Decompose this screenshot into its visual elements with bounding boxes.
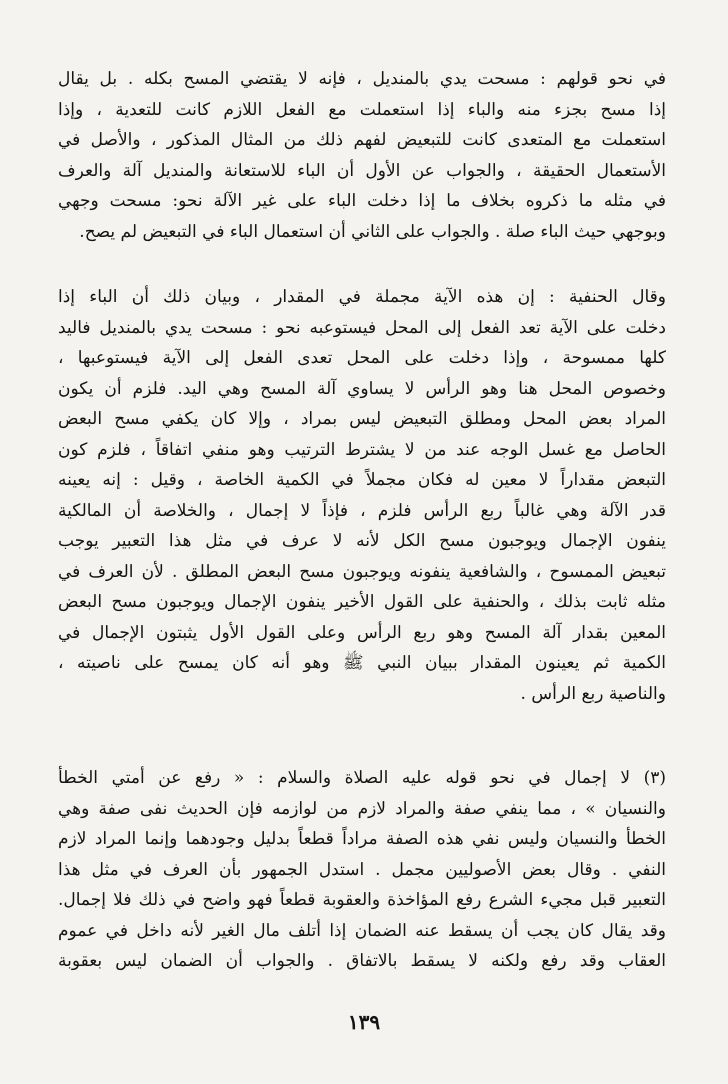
- paragraph-line: الكمية ثم يعينون المقدار ببيان النبي ﷺ وهو أنه كان يمسح على ناصيته ،: [58, 653, 666, 673]
- paragraph-line: وقال الحنفية : إن هذه الآية مجملة في المقدار ، وبيان ذلك أن الباء إذا: [58, 287, 666, 307]
- paragraph-line: والنسيان » ، مما ينفي صفة والمراد لازم من لوازمه فإن الحديث نفى صفة وهي: [58, 798, 666, 819]
- paragraph-line: والناصية ربع الرأس .: [520, 683, 666, 704]
- paragraph-line: التعبير قبل مجيء الشرع رفع المؤاخذة والعقوبة قطعاً فهو واضح في ذلك فلا إجمال.: [58, 890, 666, 910]
- paragraph-line: استعملت مع المتعدى كانت للتبعيض لفهم ذلك من المثال المذكور ، والأصل في: [58, 130, 666, 150]
- paragraph-line: (٣) لا إجمال في نحو قوله عليه الصلاة والسلام : « رفع عن أمتي الخطأ: [58, 768, 666, 788]
- paragraph-line: وقد يقال كان يجب أن يسقط عنه الضمان إذا أتلف مال الغير لأنه داخل في عموم: [58, 920, 666, 941]
- paragraph-3: [58, 763, 666, 977]
- paragraph-line: إذا مسح بجزء منه والباء إذا استعملت مع الفعل اللازم كانت للتعدية ، وإذا: [58, 99, 666, 120]
- paragraph-2: [58, 282, 666, 709]
- paragraph-line: المراد بعض المحل ومطلق التبعيض ليس بمراد ، وإلا كان يكفي مسح البعض: [58, 409, 666, 429]
- paragraph-line: مثله ثابت بذلك ، والحنفية على القول الأخير ينفون الإجمال ويوجبون مسح البعض: [58, 592, 666, 612]
- paragraph-line: ينفون الإجمال ويوجبون مسح الكل لأنه لا عرف في مثل هذا التعبير يوجب: [58, 531, 666, 551]
- paragraph-line: الحاصل مع غسل الوجه عند من لا يشترط الترتيب وهو منفي اتفاقاً ، فلزم كون: [58, 439, 666, 460]
- page-number: ١٣٩: [347, 1010, 381, 1034]
- paragraph-line: في مثله ما ذكروه بخلاف ما إذا دخلت الباء على غير الآلة نحو: مسحت وجهي: [58, 191, 666, 211]
- paragraph-line: كلها ممسوحة ، وإذا دخلت على المحل تعدى الفعل إلى الآية فيستوعبها ،: [58, 348, 666, 368]
- paragraph-line: المعين بقدار آلة المسح وهو ربع الرأس وعلى القول الأول يثبتون الإجمال في: [58, 622, 666, 643]
- paragraph-1: [58, 64, 666, 247]
- paragraph-line: تبعيض الممسوح ، والشافعية ينفونه ويوجبون مسح البعض المطلق . لأن العرف في: [58, 561, 666, 582]
- paragraph-line: الخطأ والنسيان وليس نفي هذه الصفة مراداً قطعاً بدليل وجودهما وإنما المراد لازم: [58, 829, 666, 849]
- paragraph-line: النفي . وقال بعض الأصوليين مجمل . استدل الجمهور بأن العرف في مثل هذا: [58, 859, 666, 880]
- paragraph-line: الأستعمال الحقيقة ، والجواب عن الأول أن الباء للاستعانة والمنديل آلة والعرف: [58, 160, 666, 181]
- paragraph-line: قدر الآلة وهي غالباً ربع الرأس فلزم ، فإذاً لا إجمال ، والخلاصة أن المالكية: [58, 500, 666, 521]
- paragraph-line: وخصوص المحل هنا وهو الرأس لا يساوي آلة المسح وهي اليد. فلزم أن يكون: [58, 378, 666, 399]
- paragraph-line: في نحو قولهم : مسحت يدي بالمنديل ، فإنه لا يقتضي المسح بكله . بل يقال: [58, 69, 666, 89]
- paragraph-line: التبعض مقداراً لا معين له فكان مجملاً في الكمية الخاصة ، وقيل : إنه يعينه: [58, 470, 666, 490]
- paragraph-line: وبوجهي حيث الباء صلة . والجواب على الثاني أن استعمال الباء في التبعيض لم يصح.: [79, 221, 666, 242]
- paragraph-line: العقاب وقد رفع ولكنه لا يسقط بالاتفاق . والجواب أن الضمان ليس بعقوبة: [58, 951, 666, 971]
- paragraph-line: دخلت على الآية تعد الفعل إلى المحل فيستوعبه نحو : مسحت يدي بالمنديل فاليد: [58, 317, 666, 338]
